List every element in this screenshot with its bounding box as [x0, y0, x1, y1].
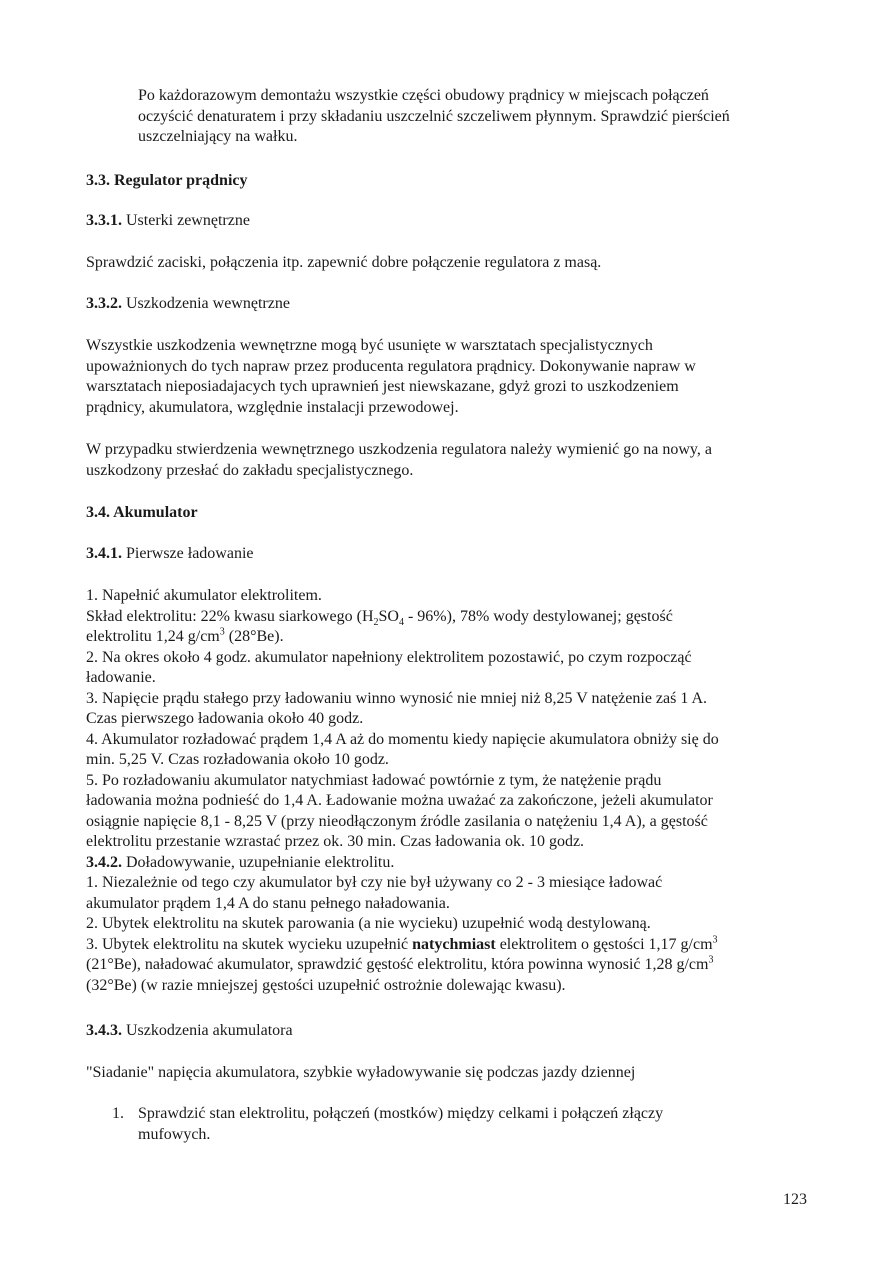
text-line: 1. Niezależnie od tego czy akumulator był czy nie był używany co 2 - 3 miesiące ładować [86, 874, 663, 891]
text-line: Sprawdzić zaciski, połączenia itp. zapewnić dobre połączenie regulatora z masą. [86, 254, 602, 271]
text-line: upoważnionych do tych napraw przez producenta regulatora prądnicy. Dokonywanie napraw w [86, 357, 696, 375]
text-line: min. 5,25 V. Czas rozładowania około 10 godz. [86, 751, 389, 768]
paragraph-3-3-1 [86, 253, 808, 274]
list-item-number: 1. [112, 1105, 124, 1122]
text-line: 3. Napięcie prądu stałego przy ładowaniu winno wynosić nie mniej niż 8,25 V natężenie zaś 1 A. [86, 689, 708, 707]
paragraph-3-3-2-a [86, 336, 808, 418]
text-line: ładowanie. [86, 669, 156, 686]
electrolyte-density-line: elektrolitu 1,24 $g/cm^3$ (28°Be). [86, 626, 284, 645]
subsection-number: 3.3.2. [86, 295, 122, 312]
section-heading-3-4: 3.4. Akumulator [86, 504, 198, 521]
subsection-number: 3.4.3. [86, 1022, 122, 1039]
paragraph-3-3-2-b [86, 440, 808, 481]
subsection-title: Uszkodzenia wewnętrzne [126, 295, 290, 312]
subsection-heading-3-3-2 [86, 294, 808, 315]
text-line: prądnicy, akumulatora, względnie instalacji przewodowej. [86, 398, 459, 416]
text-line: Czas pierwszego ładowania około 40 godz. [86, 710, 364, 727]
subsection-heading-3-4-1 [86, 544, 808, 565]
text-line: mufowych. [138, 1125, 211, 1143]
subsection-number: 3.3.1. [86, 212, 122, 229]
text-line: Po każdorazowym demontażu wszystkie części obudowy prądnicy w miejscach połączeń [138, 87, 709, 104]
text-line: osiągnie napięcie 8,1 - 8,25 V (przy nieodłączonym źródle zasilania o natężeniu 1,4 A), a gęstość [86, 812, 708, 830]
text-line: warsztatach nieposiadajacych tych uprawnień jest niewskazane, gdyż grozi to uszkodzeniem [86, 378, 679, 395]
list-item-text [138, 1104, 798, 1145]
density-target-line: (21°Be), naładować akumulator, sprawdzić gęstość elektrolitu, która powinna wynosić 1,28 $g/cm^3$ [86, 954, 714, 973]
charging-instructions [86, 586, 808, 996]
text-line: 4. Akumulator rozładować prądem 1,4 A aż do momentu kiedy napięcie akumulatora obniży się do [86, 730, 719, 748]
urgent-refill-line: 3. Ubytek elektrolitu na skutek wycieku uzupełnić natychmiast elektrolitem o gęstości 1,17 $g/cm^3$ [86, 934, 718, 953]
electrolyte-composition-line: Skład elektrolitu: 22% kwasu siarkowego $(H_2SO_4 - 96\%)$, 78% wody destylowanej; gęstość [86, 607, 673, 628]
text-line: (32°Be) (w razie mniejszej gęstości uzupełnić ostrożnie dolewając kwasu). [86, 976, 566, 994]
text-line: uszkodzony przesłać do zakładu specjalistycznego. [86, 461, 414, 479]
page-number: 123 [783, 1191, 807, 1208]
subsection-title: Usterki zewnętrzne [126, 212, 250, 229]
subsection-title: Uszkodzenia akumulatora [126, 1022, 293, 1039]
text-line: 1. Napełnić akumulator elektrolitem. [86, 587, 322, 604]
text-line: 2. Na okres około 4 godz. akumulator napełniony elektrolitem pozostawić, po czym rozpocząć [86, 648, 692, 666]
section-heading-3-3: 3.3. Regulator prądnicy [86, 172, 248, 189]
text-line: uszczelniający na wałku. [138, 128, 298, 145]
text-line: 5. Po rozładowaniu akumulator natychmiast ładować powtórnie z tym, że natężenie prądu [86, 771, 662, 789]
paragraph-3-4-3 [86, 1063, 808, 1084]
subsection-heading-3-4-2: 3.4.2. Doładowywanie, uzupełnianie elektrolitu. [86, 853, 395, 871]
text-line: oczyścić denaturatem i przy składaniu uszczelnić szczeliwem płynnym. Sprawdzić pierścień [138, 107, 730, 125]
text-line: akumulator prądem 1,4 A do stanu pełnego naładowania. [86, 894, 450, 912]
subsection-heading-3-3-1 [86, 211, 808, 232]
subsection-number: 3.4.1. [86, 545, 122, 562]
text-line: ładowania można podnieść do 1,4 A. Ładowanie można uważać za zakończone, jeżeli akumulator [86, 792, 713, 809]
intro-paragraph [138, 86, 798, 148]
subsection-title: Pierwsze ładowanie [126, 545, 254, 562]
text-line: Wszystkie uszkodzenia wewnętrzne mogą być usunięte w warsztatach specjalistycznych [86, 337, 653, 354]
text-line: W przypadku stwierdzenia wewnętrznego uszkodzenia regulatora należy wymienić go na nowy, a [86, 441, 712, 458]
text-line: Sprawdzić stan elektrolitu, połączeń (mostków) między celkami i połączeń złączy [138, 1105, 664, 1122]
text-line: "Siadanie" napięcia akumulatora, szybkie wyładowywanie się podczas jazdy dziennej [86, 1064, 636, 1081]
text-line: 2. Ubytek elektrolitu na skutek parowania (a nie wycieku) uzupełnić wodą destylowaną. [86, 915, 651, 932]
subsection-heading-3-4-3 [86, 1021, 808, 1042]
text-line: elektrolitu przestanie wzrastać przez ok. 30 min. Czas ładowania ok. 10 godz. [86, 833, 585, 850]
